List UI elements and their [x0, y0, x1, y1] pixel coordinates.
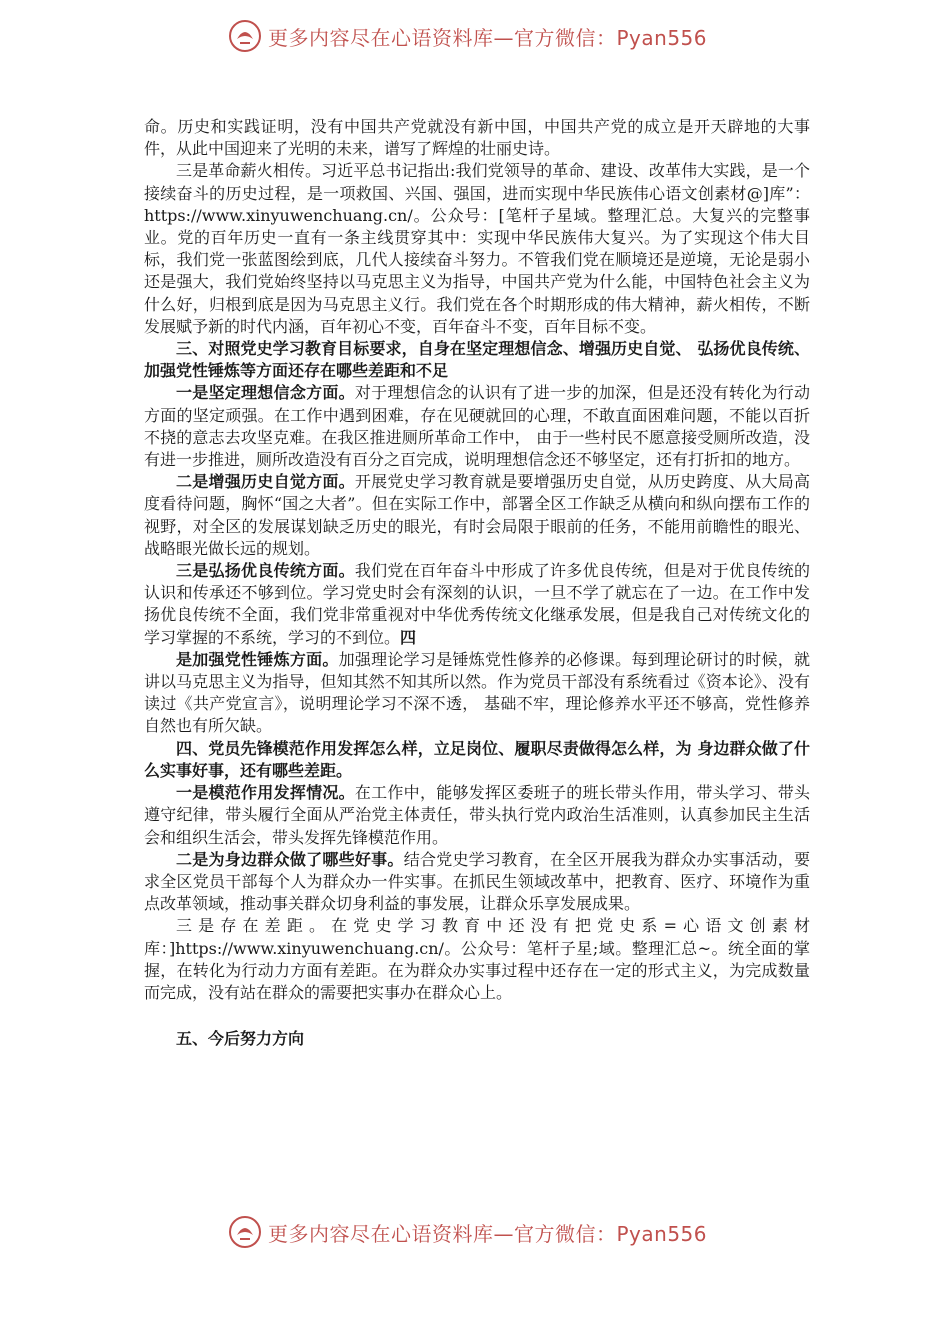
footer-banner: [228, 1212, 707, 1252]
paragraph-body: 结合党史学习教育，在全区开展我为群众办实事活动，要求全区党员干部每个人为群众办一件实事。在抓民生领域改革中，把教育、医疗、环境作为重点改革领域，推动事关群众切身利益的事发展，让群众乐享发展成果。: [144, 849, 810, 914]
paragraph: 三是存在差距。在党史学习教育中还没有把党史系=心语文创素材库：]https://www.xinyuwenchuang.cn/。公众号：笔杆子星;域。整理汇总~。统全面的掌握，在转化为行动力方面有差距。在为群众办实事过程中还存在一定的形式主义，为完成数量而完成，没有站在群众的需要把实事办在群众心上。: [144, 916, 810, 1002]
paragraph-body: 在工作中，能够发挥区委班子的班长带头作用，带头学习、带头遵守纪律，带头履行全面从严治党主体责任，带头执行党内政治生活准则，认真参加民主生活会和组织生活会，带头发挥先锋模范作用。: [144, 783, 810, 847]
paragraph: [144, 471, 810, 560]
paragraph-tail: 四: [400, 627, 417, 647]
paragraph-lead: 是加强党性锤炼方面。: [176, 649, 339, 669]
document-body: [144, 116, 810, 1050]
paragraph-lead: 二是增强历史自觉方面。: [176, 472, 355, 492]
logo-icon: [228, 1215, 262, 1249]
paragraph: [144, 560, 810, 649]
paragraph-body: 开展党史学习教育就是要增强历史自觉，从历史跨度、从大局高度看待问题，胸怀“国之大者”。但在实际工作中，部署全区工作缺乏从横向和纵向摆布工作的视野，对全区的发展谋划缺乏历史的眼光，有时会局限于眼前的任务，不能用前瞻性的眼光、战略眼光做长远的规划。: [144, 472, 810, 558]
paragraph-lead: 三是弘扬优良传统方面。: [176, 561, 355, 581]
banner-text: 更多内容尽在心语资料库—官方微信：Pyan556: [268, 25, 708, 50]
paragraph-lead: 一是模范作用发挥情况。: [176, 783, 355, 803]
section-heading: 三、对照党史学习教育目标要求，自身在坚定理想信念、增强历史自觉、 弘扬优良传统、加强党性锤炼等方面还存在哪些差距和不足: [144, 339, 810, 381]
paragraph-body: 我们党在百年奋斗中形成了许多优良传统，但是对于优良传统的认识和传承还不够到位。学习党史时会有深刻的认识，一旦不学了就忘在了一边。在工作中发扬优良传统不全面，我们党非常重视对中华优秀传统文化继承发展，但是我自己对传统文化的学习掌握的不系统，学习的不到位。: [144, 561, 810, 647]
paragraph: [144, 382, 810, 471]
section-heading: 四、党员先锋模范作用发挥怎么样，立足岗位、履职尽责做得怎么样，为 身边群众做了什么实事好事，还有哪些差距。: [144, 738, 810, 780]
header-banner: [228, 16, 707, 56]
paragraph: [144, 649, 810, 738]
section-heading: 五、今后努力方向: [176, 1029, 305, 1049]
paragraph: 命。历史和实践证明，没有中国共产党就没有新中国，中国共产党的成立是开天辟地的大事件，从此中国迎来了光明的未来，谱写了辉煌的壮丽史诗。: [144, 117, 810, 159]
paragraph: [144, 849, 810, 916]
paragraph: 三是革命薪火相传。习近平总书记指出:我们党领导的革命、建设、改革伟大实践，是一个接续奋斗的历史过程，是一项救国、兴国、强国，进而实现中华民族伟心语文创素材@]库”：https://www.xinyuwenchuang.cn/。公众号：[笔杆子星域。整理汇总。大复兴的完整事业。党的百年历史一直有一条主线贯穿其中：实现中华民族伟大复兴。为了实现这个伟大目标，我们党一张蓝图绘到底，几代人接续奋斗努力。不管我们党在顺境还是逆境，无论是弱小还是强大，我们党始终坚持以马克思主义为指导，中国共产党为什么能，中国特色社会主义为什么好，归根到底是因为马克思主义行。我们党在各个时期形成的伟大精神，薪火相传，不断发展赋予新的时代内涵，百年初心不变，百年奋斗不变，百年目标不变。: [144, 161, 810, 336]
logo-icon: [228, 19, 262, 53]
paragraph-lead: 一是坚定理想信念方面。: [176, 383, 355, 403]
paragraph-body: 加强理论学习是锤炼党性修养的必修课。每到理论研讨的时候，就讲以马克思主义为指导，但知其然不知其所以然。作为党员干部没有系统看过《资本论》、没有读过《共产党宣言》，说明理论学习不深不透， 基础不牢，理论修养水平还不够高，党性修养自然也有所欠缺。: [144, 649, 810, 736]
paragraph-body: 对于理想信念的认识有了进一步的加深，但是还没有转化为行动方面的坚定顽强。在工作中遇到困难，存在见硬就回的心理，不敢直面困难问题，不能以百折不挠的意志去攻坚克难。在我区推进厕所革命工作中， 由于一些村民不愿意接受厕所改造，没有进一步推进，厕所改造没有百分之百完成，说明理想信念还不够坚定，还有打折扣的地方。: [144, 383, 810, 470]
spacer: [144, 1004, 810, 1028]
paragraph-lead: 二是为身边群众做了哪些好事。: [176, 849, 404, 869]
banner-text: 更多内容尽在心语资料库—官方微信：Pyan556: [268, 1221, 708, 1246]
paragraph: [144, 782, 810, 849]
